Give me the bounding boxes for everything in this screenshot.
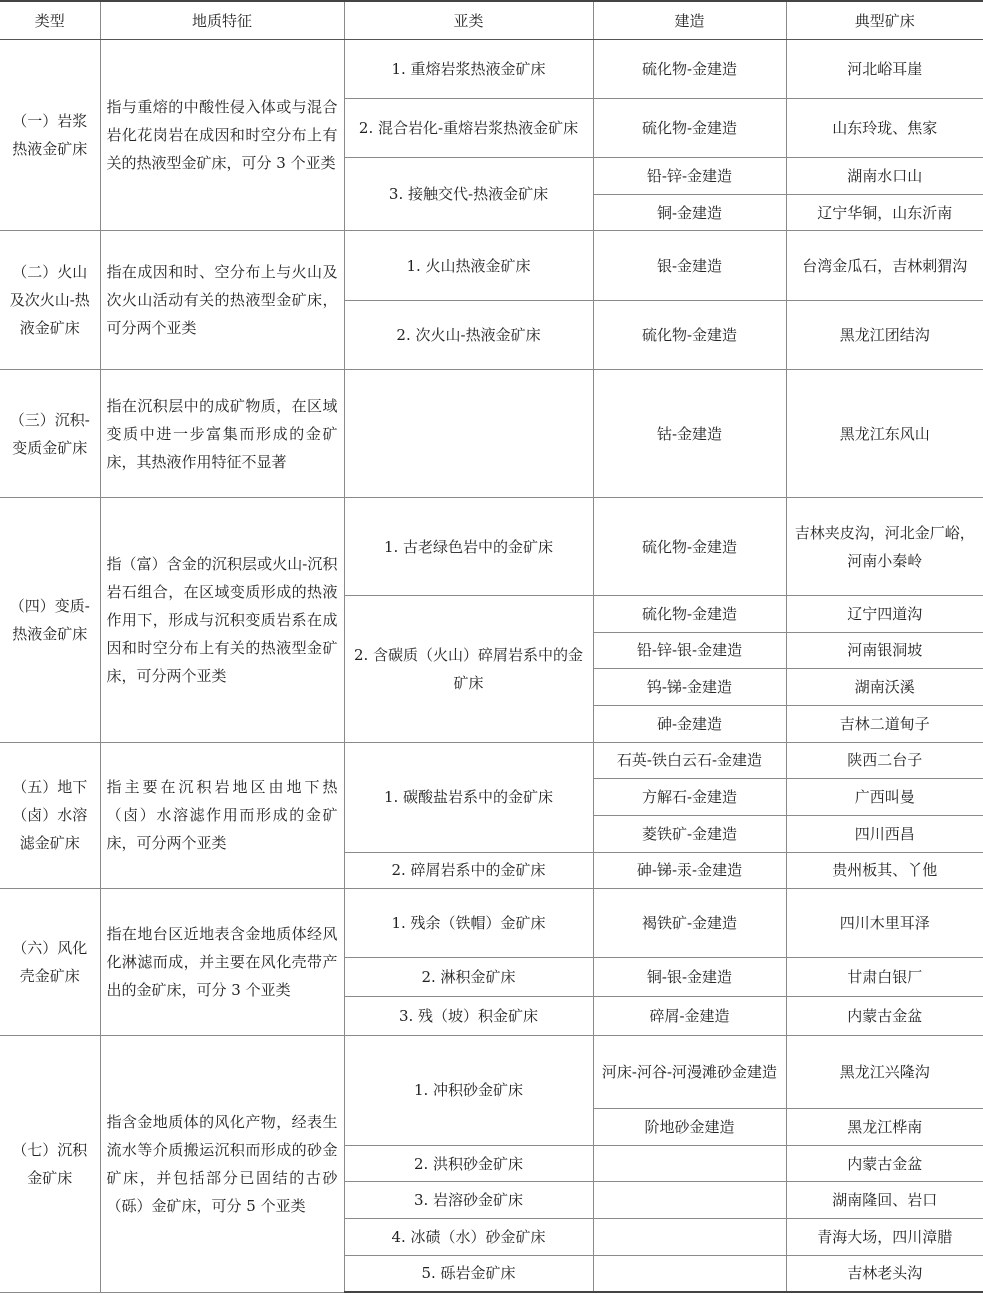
type-cell: （六）风化壳金矿床 xyxy=(0,889,100,1036)
deposit-cell: 湖南水口山 xyxy=(786,158,983,195)
deposit-cell: 辽宁四道沟 xyxy=(786,595,983,632)
deposit-cell: 四川西昌 xyxy=(786,815,983,852)
deposit-cell: 甘肃白银厂 xyxy=(786,958,983,997)
feature-cell: 指在成因和时、空分布上与火山及次火山活动有关的热液型金矿床，可分两个亚类 xyxy=(100,231,344,369)
formation-cell: 河床-河谷-河漫滩砂金建造 xyxy=(593,1035,786,1108)
formation-cell: 钨-锑-金建造 xyxy=(593,669,786,706)
deposit-cell: 山东玲珑、焦家 xyxy=(786,99,983,158)
deposit-cell: 吉林夹皮沟，河北金厂峪，河南小秦岭 xyxy=(786,498,983,596)
deposit-cell: 湖南沃溪 xyxy=(786,669,983,706)
type-cell: （三）沉积-变质金矿床 xyxy=(0,369,100,497)
type-cell: （一）岩浆热液金矿床 xyxy=(0,40,100,231)
feature-cell: 指在沉积层中的成矿物质，在区域变质中进一步富集而形成的金矿床，其热液作用特征不显著 xyxy=(100,369,344,497)
table-body xyxy=(0,40,983,1293)
subtype-cell: 1. 火山热液金矿床 xyxy=(344,231,593,300)
subtype-cell: 4. 冰碛（水）砂金矿床 xyxy=(344,1219,593,1256)
deposit-cell: 湖南隆回、岩口 xyxy=(786,1182,983,1219)
table-row xyxy=(0,742,983,779)
formation-cell: 硫化物-金建造 xyxy=(593,595,786,632)
type-cell: （四）变质-热液金矿床 xyxy=(0,498,100,742)
formation-cell: 砷-锑-汞-金建造 xyxy=(593,852,786,889)
deposit-cell: 广西叫曼 xyxy=(786,779,983,816)
subtype-cell: 2. 混合岩化-重熔岩浆热液金矿床 xyxy=(344,99,593,158)
header-deposit: 典型矿床 xyxy=(786,1,983,40)
deposit-cell: 黑龙江兴隆沟 xyxy=(786,1035,983,1108)
deposit-cell: 黑龙江团结沟 xyxy=(786,300,983,369)
deposit-cell: 台湾金瓜石，吉林刺猬沟 xyxy=(786,231,983,300)
formation-cell: 阶地砂金建造 xyxy=(593,1109,786,1146)
feature-cell: 指含金地质体的风化产物，经表生流水等介质搬运沉积而形成的砂金矿床，并包括部分已固结的古砂（砾）金矿床，可分 5 个亚类 xyxy=(100,1035,344,1292)
formation-cell: 银-金建造 xyxy=(593,231,786,300)
subtype-cell: 3. 接触交代-热液金矿床 xyxy=(344,158,593,231)
subtype-cell: 3. 岩溶砂金矿床 xyxy=(344,1182,593,1219)
formation-cell: 硫化物-金建造 xyxy=(593,300,786,369)
table-row xyxy=(0,1035,983,1108)
header-formation: 建造 xyxy=(593,1,786,40)
deposit-cell: 河南银洞坡 xyxy=(786,632,983,669)
formation-cell: 铅-锌-银-金建造 xyxy=(593,632,786,669)
deposit-cell: 黑龙江桦南 xyxy=(786,1109,983,1146)
formation-cell: 硫化物-金建造 xyxy=(593,99,786,158)
table-row xyxy=(0,369,983,497)
table-row xyxy=(0,889,983,958)
deposit-cell: 辽宁华铜，山东沂南 xyxy=(786,194,983,231)
formation-cell: 方解石-金建造 xyxy=(593,779,786,816)
formation-cell: 硫化物-金建造 xyxy=(593,498,786,596)
formation-cell: 褐铁矿-金建造 xyxy=(593,889,786,958)
deposit-cell: 内蒙古金盆 xyxy=(786,1145,983,1182)
deposit-cell: 内蒙古金盆 xyxy=(786,997,983,1036)
formation-cell xyxy=(593,1182,786,1219)
table-row xyxy=(0,40,983,99)
subtype-cell: 2. 次火山-热液金矿床 xyxy=(344,300,593,369)
formation-cell: 钴-金建造 xyxy=(593,369,786,497)
formation-cell: 硫化物-金建造 xyxy=(593,40,786,99)
deposit-cell: 青海大场，四川漳腊 xyxy=(786,1219,983,1256)
formation-cell: 铜-银-金建造 xyxy=(593,958,786,997)
feature-cell: 指（富）含金的沉积层或火山-沉积岩石组合，在区域变质形成的热液作用下，形成与沉积变质岩系在成因和时空分布上有关的热液型金矿床，可分两个亚类 xyxy=(100,498,344,742)
formation-cell xyxy=(593,1219,786,1256)
deposit-cell: 河北峪耳崖 xyxy=(786,40,983,99)
deposit-cell: 陕西二台子 xyxy=(786,742,983,779)
deposit-cell: 四川木里耳泽 xyxy=(786,889,983,958)
subtype-cell: 1. 古老绿色岩中的金矿床 xyxy=(344,498,593,596)
header-subtype: 亚类 xyxy=(344,1,593,40)
type-cell: （二）火山及次火山-热液金矿床 xyxy=(0,231,100,369)
subtype-cell: 1. 冲积砂金矿床 xyxy=(344,1035,593,1145)
formation-cell: 石英-铁白云石-金建造 xyxy=(593,742,786,779)
header-type: 类型 xyxy=(0,1,100,40)
deposit-cell: 吉林二道甸子 xyxy=(786,705,983,742)
header-row xyxy=(0,1,983,40)
subtype-cell: 2. 淋积金矿床 xyxy=(344,958,593,997)
subtype-cell: 1. 重熔岩浆热液金矿床 xyxy=(344,40,593,99)
table-row xyxy=(0,231,983,300)
subtype-cell: 1. 碳酸盐岩系中的金矿床 xyxy=(344,742,593,852)
subtype-cell: 2. 洪积砂金矿床 xyxy=(344,1145,593,1182)
formation-cell xyxy=(593,1255,786,1292)
subtype-cell: 3. 残（坡）积金矿床 xyxy=(344,997,593,1036)
formation-cell: 碎屑-金建造 xyxy=(593,997,786,1036)
subtype-cell: 5. 砾岩金矿床 xyxy=(344,1255,593,1292)
table-row xyxy=(0,498,983,596)
deposit-cell: 吉林老头沟 xyxy=(786,1255,983,1292)
deposit-cell: 贵州板其、丫他 xyxy=(786,852,983,889)
formation-cell: 铜-金建造 xyxy=(593,194,786,231)
formation-cell: 砷-金建造 xyxy=(593,705,786,742)
subtype-cell: 2. 碎屑岩系中的金矿床 xyxy=(344,852,593,889)
subtype-cell: 2. 含碳质（火山）碎屑岩系中的金矿床 xyxy=(344,595,593,742)
formation-cell: 铅-锌-金建造 xyxy=(593,158,786,195)
subtype-cell xyxy=(344,369,593,497)
deposit-cell: 黑龙江东风山 xyxy=(786,369,983,497)
feature-cell: 指主要在沉积岩地区由地下热（卤）水溶滤作用而形成的金矿床，可分两个亚类 xyxy=(100,742,344,889)
feature-cell: 指与重熔的中酸性侵入体或与混合岩化花岗岩在成因和时空分布上有关的热液型金矿床，可分 3 个亚类 xyxy=(100,40,344,231)
formation-cell: 菱铁矿-金建造 xyxy=(593,815,786,852)
subtype-cell: 1. 残余（铁帽）金矿床 xyxy=(344,889,593,958)
type-cell: （七）沉积金矿床 xyxy=(0,1035,100,1292)
formation-cell xyxy=(593,1145,786,1182)
header-feature: 地质特征 xyxy=(100,1,344,40)
feature-cell: 指在地台区近地表含金地质体经风化淋滤而成，并主要在风化壳带产出的金矿床，可分 3 个亚类 xyxy=(100,889,344,1036)
type-cell: （五）地下（卤）水溶滤金矿床 xyxy=(0,742,100,889)
